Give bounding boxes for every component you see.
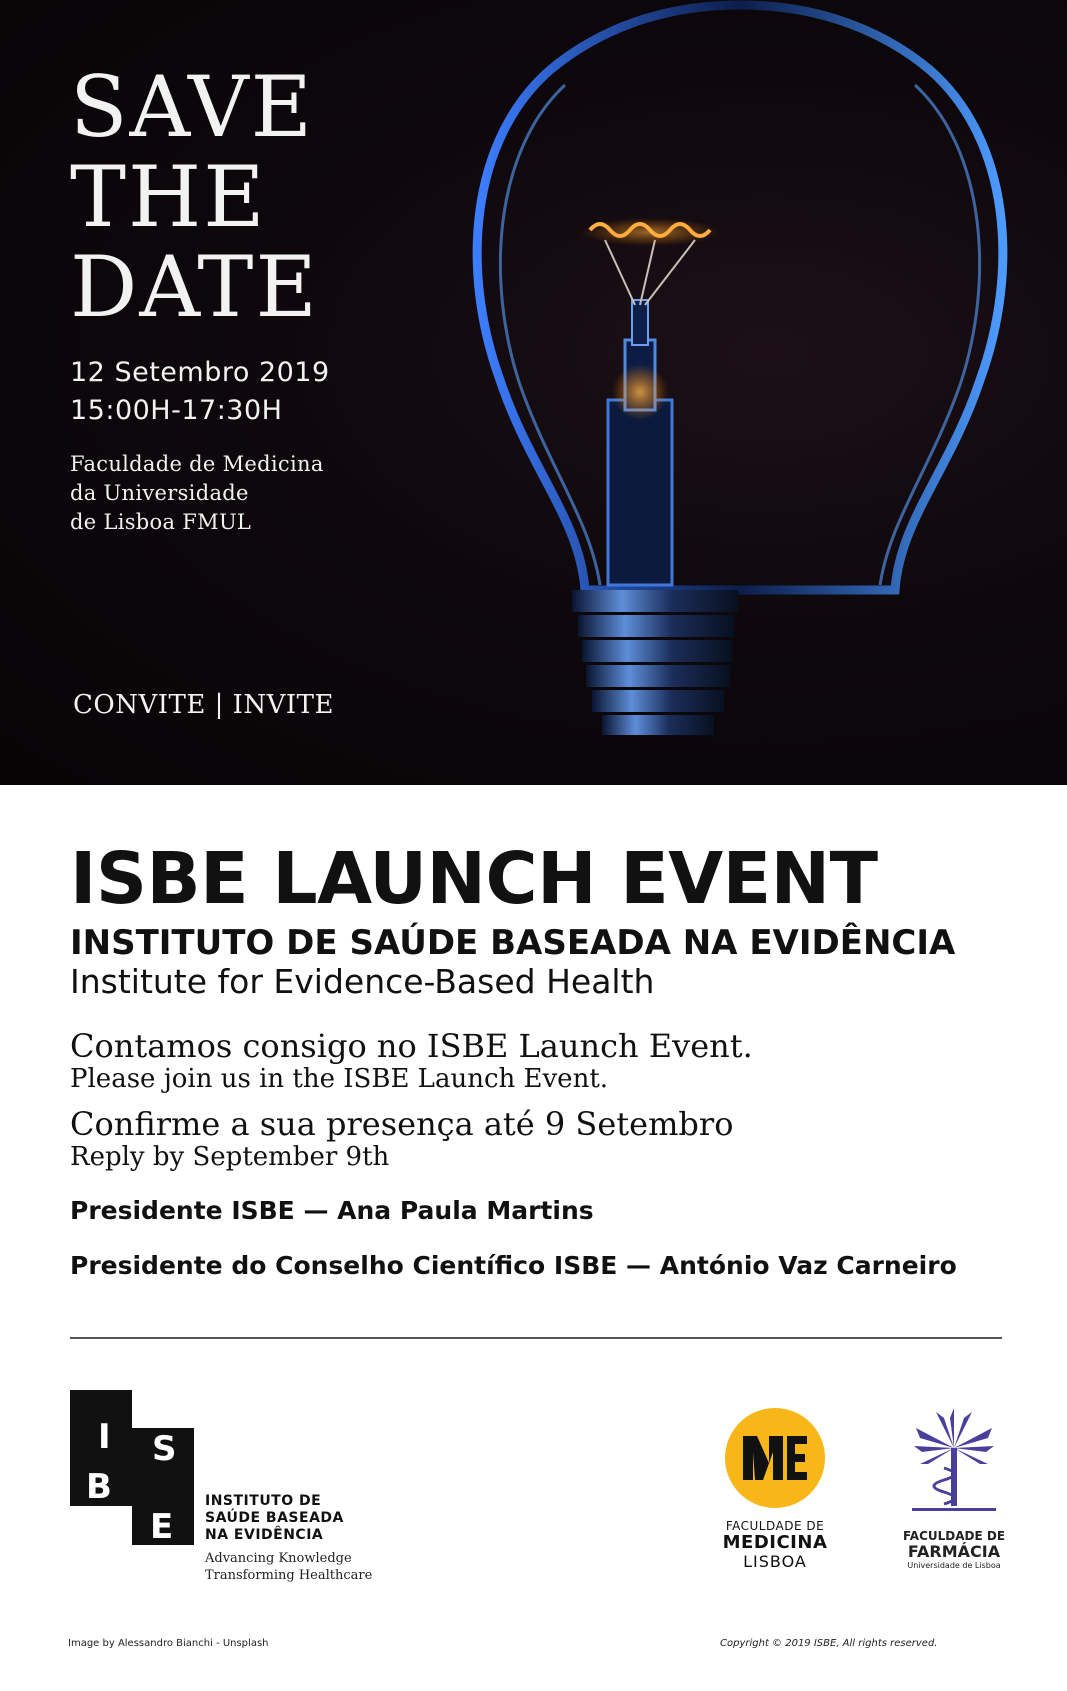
- isbe-name-line-1: INSTITUTO DE: [205, 1493, 322, 1509]
- isbe-logo: [70, 1390, 200, 1545]
- venue-line-3: de Lisboa FMUL: [70, 510, 252, 534]
- hero-banner: [0, 0, 1067, 785]
- isbe-logo-text: [205, 1493, 372, 1584]
- council-president-line: Presidente do Conselho Científico ISBE — António Vaz Carneiro: [70, 1251, 957, 1280]
- ff-line-1: FACULDADE DE: [902, 1529, 1006, 1543]
- light-bulb-image: [440, 0, 1067, 785]
- event-title: ISBE LAUNCH EVENT: [70, 837, 878, 920]
- hero-text: [70, 58, 330, 537]
- institute-name-en: Institute for Evidence-Based Health: [70, 962, 655, 1001]
- isbe-tagline-2: Transforming Healthcare: [205, 1568, 373, 1583]
- fmul-line-3: LISBOA: [743, 1552, 807, 1571]
- rsvp-message-en: Reply by September 9th: [70, 1142, 390, 1172]
- event-date: 12 Setembro 2019: [70, 357, 330, 388]
- ff-logo: [895, 1408, 1013, 1570]
- isbe-letter-i: I: [98, 1417, 111, 1457]
- venue-line-2: da Universidade: [70, 481, 249, 505]
- isbe-tagline-1: Advancing Knowledge: [205, 1551, 352, 1566]
- isbe-letter-b: B: [86, 1467, 112, 1507]
- event-details: [70, 837, 1010, 1281]
- image-credit: Image by Alessandro Bianchi - Unsplash: [68, 1638, 269, 1649]
- venue-line-1: Faculdade de Medicina: [70, 452, 324, 476]
- save-heading: SAVE: [70, 58, 315, 156]
- join-message-pt: Contamos consigo no ISBE Launch Event.: [70, 1027, 753, 1065]
- invite-label: CONVITE | INVITE: [73, 690, 335, 720]
- date-heading: DATE: [70, 238, 319, 336]
- fmul-line-2: MEDICINA: [722, 1532, 828, 1553]
- isbe-letter-s: S: [152, 1429, 177, 1469]
- ff-line-3: Universidade de Lisboa: [907, 1561, 1001, 1570]
- divider: [70, 1337, 1002, 1339]
- president-line: Presidente ISBE — Ana Paula Martins: [70, 1196, 594, 1225]
- ff-line-2: FARMÁCIA: [907, 1542, 1001, 1561]
- fmul-logo: [715, 1408, 835, 1571]
- copyright-notice: Copyright © 2019 ISBE, All rights reserved.: [720, 1638, 938, 1649]
- fmul-line-1: FACULDADE DE: [725, 1519, 825, 1533]
- event-time: 15:00H-17:30H: [70, 395, 283, 426]
- isbe-letter-e: E: [150, 1507, 174, 1545]
- fmul-emblem-icon: [725, 1408, 825, 1508]
- institute-name-pt: INSTITUTO DE SAÚDE BASEADA NA EVIDÊNCIA: [70, 923, 956, 963]
- rsvp-message-pt: Confirme a sua presença até 9 Setembro: [70, 1105, 734, 1143]
- join-message-en: Please join us in the ISBE Launch Event.: [70, 1064, 609, 1094]
- the-heading: THE: [70, 148, 267, 246]
- isbe-name-line-2: SAÚDE BASEADA: [205, 1510, 344, 1526]
- palm-tree-icon: [906, 1408, 1002, 1518]
- isbe-name-line-3: NA EVIDÊNCIA: [205, 1527, 324, 1543]
